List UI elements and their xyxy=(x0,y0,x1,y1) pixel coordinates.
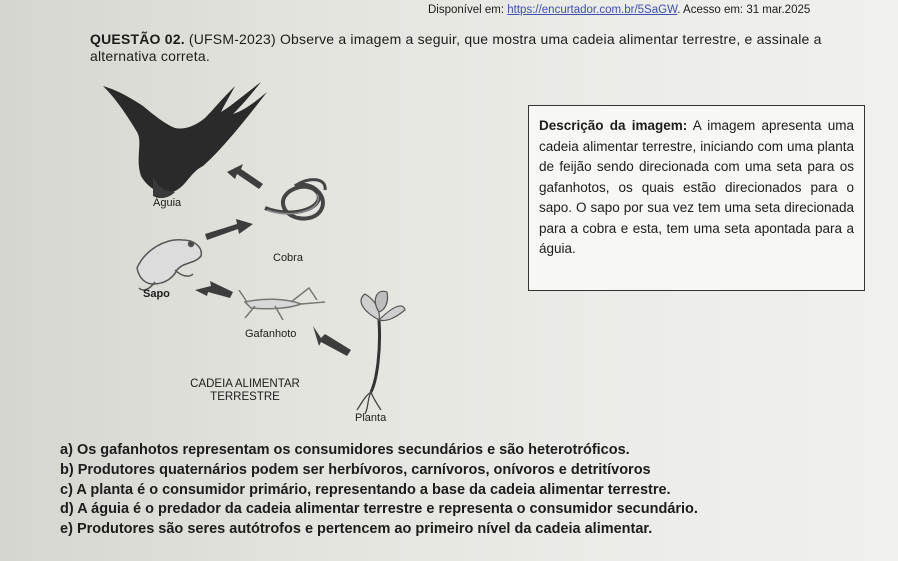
option-letter: e) xyxy=(60,521,73,538)
option-text: A planta é o consumidor primário, representando a base da cadeia alimentar terrestre. xyxy=(76,481,671,498)
option-letter: d) xyxy=(60,501,74,518)
answer-options xyxy=(60,441,880,540)
option-text: Produtores são seres autótrofos e pertencem ao primeiro nível da cadeia alimentar. xyxy=(76,521,653,538)
source-citation xyxy=(428,4,893,16)
question-text: (UFSM-2023) Observe a imagem a seguir, que mostra uma cadeia alimentar terrestre, e assinale a alternativa correta. xyxy=(90,31,822,64)
option-e[interactable] xyxy=(60,520,880,540)
option-text: A águia é o predador da cadeia alimentar terrestre e representa o consumidor secundário. xyxy=(77,501,698,518)
option-text: Os gafanhotos representam os consumidores secundários e são heterotróficos. xyxy=(76,442,630,458)
image-description-box xyxy=(528,105,865,291)
food-chain-figure xyxy=(95,80,425,425)
question-id: QUESTÃO 02. xyxy=(90,31,185,47)
chain-title-line2: TERRESTRE xyxy=(210,391,280,403)
arrow-grasshopper-to-frog xyxy=(195,281,233,298)
plant-label: Planta xyxy=(355,412,387,424)
snake-label: Cobra xyxy=(273,252,303,264)
eagle-label: Águia xyxy=(153,197,182,209)
arrow-plant-to-grasshopper xyxy=(313,326,351,356)
frog-label: Sapo xyxy=(143,288,170,300)
food-chain-drawing xyxy=(95,80,425,425)
chain-title-line1: CADEIA ALIMENTAR xyxy=(190,378,300,390)
source-link[interactable]: https://encurtador.com.br/5SaGW xyxy=(507,4,678,16)
option-letter: c) xyxy=(60,481,73,498)
option-d[interactable] xyxy=(60,500,880,520)
option-a[interactable] xyxy=(60,441,880,461)
arrow-snake-to-eagle xyxy=(227,164,263,189)
grasshopper-label: Gafanhoto xyxy=(245,328,297,340)
chain-title xyxy=(165,378,325,404)
arrow-frog-to-snake xyxy=(205,219,253,240)
eagle-illustration xyxy=(103,82,267,198)
description-text: A imagem apresenta uma cadeia alimentar terrestre, iniciando com uma planta de feijão sendo direcionada com uma seta para os gafanhotos, os quais estão direcionados para o sapo. O sapo por sua vez tem uma seta direcionada para a cobra e esta, tem uma seta apontada para a águia. xyxy=(539,118,854,256)
option-b[interactable] xyxy=(60,461,880,481)
option-text: Produtores quaternários podem ser herbívoros, carnívoros, onívoros e detritívoros xyxy=(77,461,651,478)
plant-illustration xyxy=(357,291,405,414)
question-statement xyxy=(90,31,880,65)
source-suffix: . Acesso em: 31 mar.2025 xyxy=(677,4,811,16)
option-letter: b) xyxy=(60,461,74,478)
grasshopper-illustration xyxy=(239,288,325,320)
frog-illustration xyxy=(137,240,201,290)
option-letter: a) xyxy=(60,442,73,458)
description-label: Descrição da imagem: xyxy=(539,118,688,133)
option-c[interactable] xyxy=(60,481,880,501)
source-prefix: Disponível em: xyxy=(428,4,505,16)
